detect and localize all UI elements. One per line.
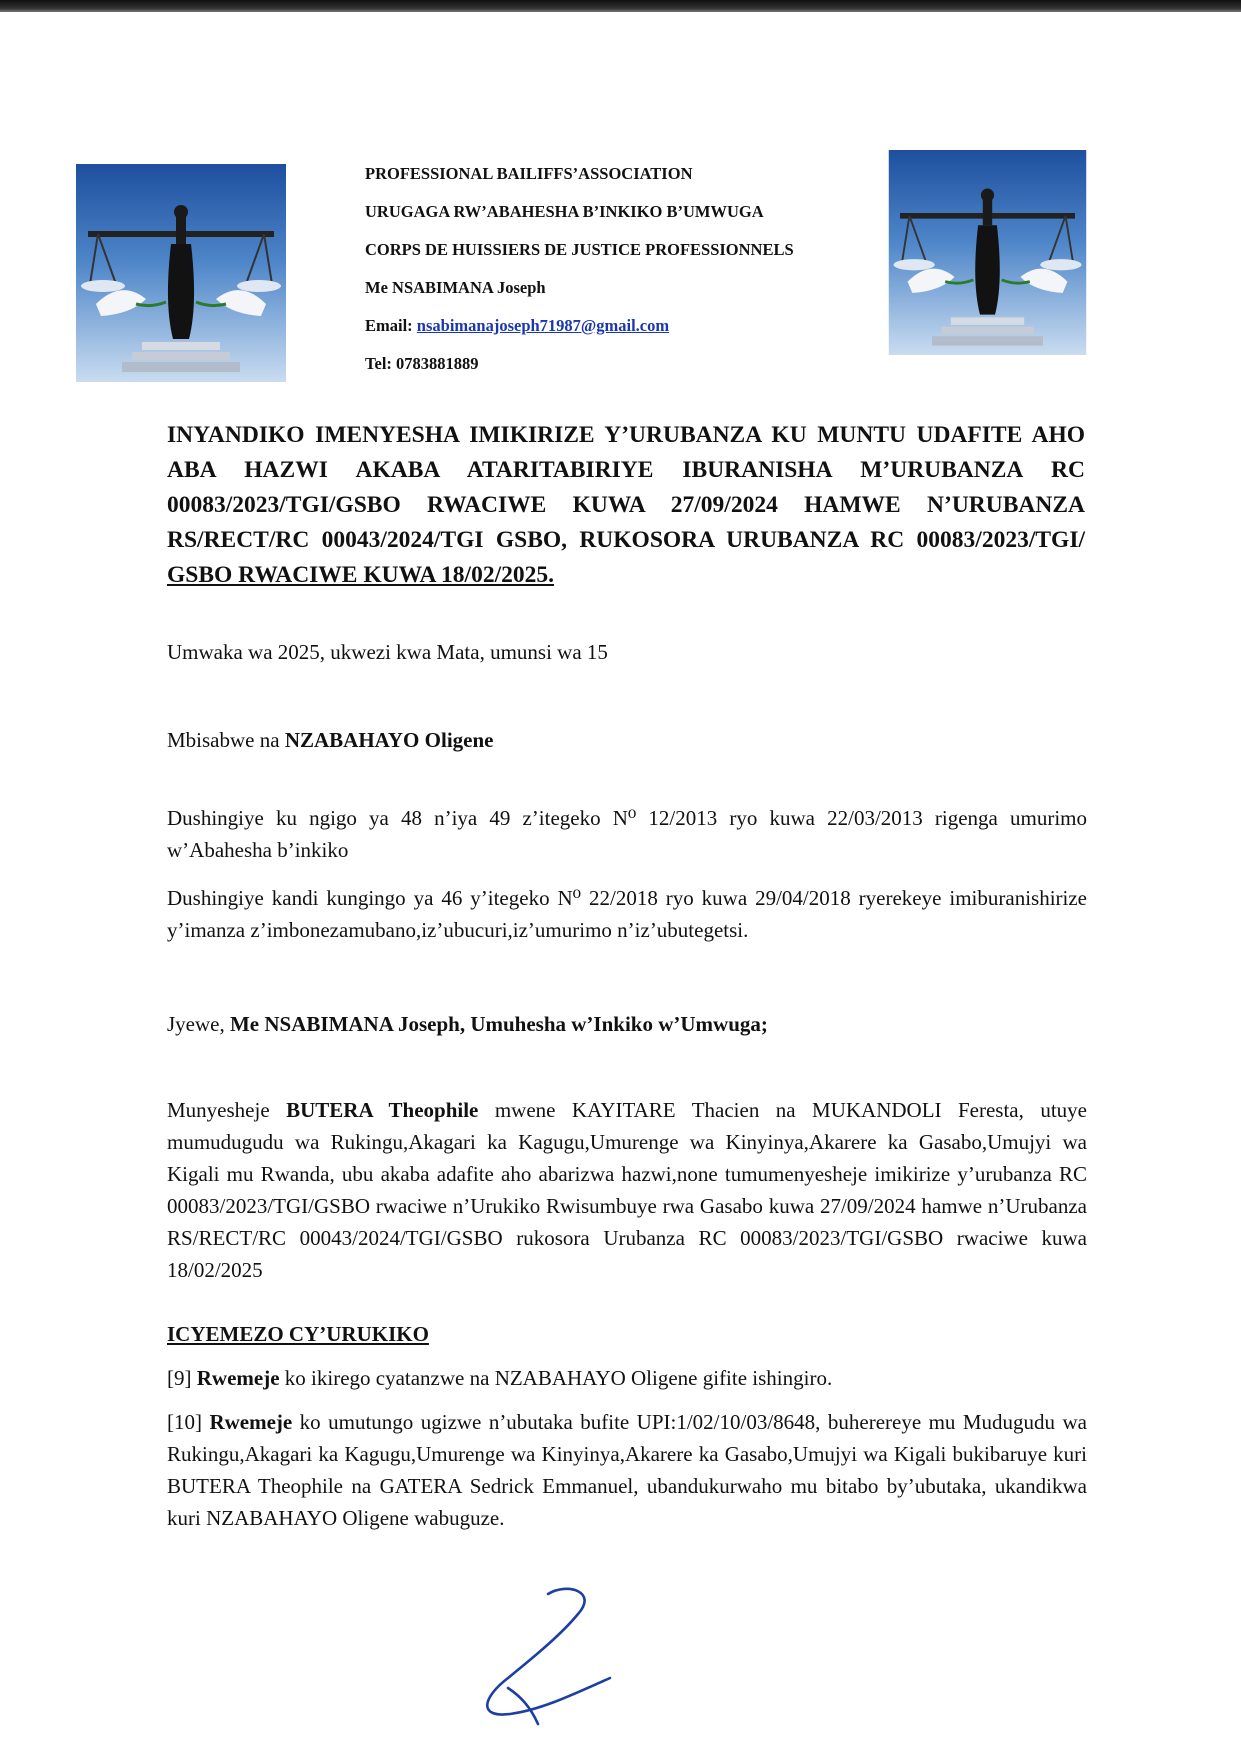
notice-paragraph [167,1094,1087,1286]
decision-verb: Rwemeje [196,1366,280,1390]
legal-basis-1: Dushingiye ku ngigo ya 48 n’iya 49 z’itegeko N⁰ 12/2013 ryo kuwa 22/03/2013 rigenga umurimo w’Abahesha b’inkiko [167,806,1087,862]
requested-by [167,724,1087,756]
scales-of-justice-icon [76,164,286,382]
decision-verb: Rwemeje [209,1410,293,1434]
page-top-edge [0,0,1241,12]
tel-number: 0783881889 [396,354,479,373]
bailiff-prefix: Jyewe, [167,1012,230,1036]
notice-prefix: Munyesheje [167,1098,287,1122]
decision-number: [10] [167,1410,210,1434]
association-name-en: PROFESSIONAL BAILIFFS’ASSOCIATION [365,164,693,183]
handwritten-signature [460,1578,630,1728]
decision-item [167,1362,1087,1394]
association-name-fr: CORPS DE HUISSIERS DE JUSTICE PROFESSIONNELS [365,240,794,259]
date-line: Umwaka wa 2025, ukwezi kwa Mata, umunsi wa 15 [167,640,608,664]
notified-person: BUTERA Theophile [286,1098,479,1122]
notice-text: mwene KAYITARE Thacien na MUKANDOLI Feresta, utuye mumudugudu wa Rukingu,Akagari ka Kagugu,Umurenge wa Kinyinya,Akarere ka Gasabo,Umujyi wa Kigali mu Rwanda, ubu akaba adafite aho abarizwa hazwi,none tumumenyesheje imikirize y’urubanza RC 00083/2023/TGI/GSBO rwaciwe n’Urukiko Rwisumbuye rwa Gasabo kuwa 27/09/2024 hamwe n’Urubanza RS/RECT/RC 00043/2024/TGI/GSBO rukosora Urubanza RC 00083/2023/TGI/GSBO rwaciwe kuwa 18/02/2025 [167,1098,1087,1282]
bailiff-statement [167,1008,1087,1040]
decision-item [167,1406,1087,1534]
association-name-rw: URUGAGA RW’ABAHESHA B’INKIKO B’UMWUGA [365,202,764,221]
scales-of-justice-icon [880,150,1095,355]
decision-text: ko umutungo ugizwe n’ubutaka bufite UPI:1/02/10/03/8648, buherereye mu Mudugudu wa Rukingu,Akagari ka Kagugu,Umurenge wa Kinyinya,Akarere ka Gasabo,Umujyi wa Kigali bukibaruye kuri BUTERA Theophile na GATERA Sedrick Emmanuel, ubandukurwaho mu bitabo by’ubutaka, ukandikwa kuri NZABAHAYO Oligene wabuguze. [167,1410,1087,1530]
document-title [167,418,1085,593]
tel-line [365,352,794,390]
title-main: INYANDIKO IMENYESHA IMIKIRIZE Y’URUBANZA KU MUNTU UDAFITE AHO ABA HAZWI AKABA ATARITABIRIYE IBURANISHA M’URUBANZA RC 00083/2023/TGI/GSBO RWACIWE KUWA 27/09/2024 HAMWE N’URUBANZA RS/RECT/RC 00043/2024/TGI GSBO, RUKOSORA URUBANZA RC 00083/2023/TGI/ [167,422,1085,553]
requester-name: NZABAHAYO Oligene [284,728,494,752]
requested-prefix: Mbisabwe na [167,728,285,752]
association-logo-left [76,164,286,382]
decision-text: ko ikirego cyatanzwe na NZABAHAYO Oligene gifite ishingiro. [279,1366,833,1390]
tel-label: Tel: [365,354,392,373]
letterhead [365,162,794,390]
bailiff-name: Me NSABIMANA Joseph [365,278,546,297]
decision-heading: ICYEMEZO CY’URUKIKO [167,1322,429,1346]
title-underlined: GSBO RWACIWE KUWA 18/02/2025. [167,562,554,588]
email-label: Email: [365,316,413,335]
email-link[interactable]: nsabimanajoseph71987@gmail.com [416,316,670,335]
email-line [365,314,794,352]
decision-number: [9] [167,1366,197,1390]
bailiff-text: Me NSABIMANA Joseph, Umuhesha w’Inkiko w’Umwuga; [229,1012,768,1036]
legal-basis-2: Dushingiye kandi kungingo ya 46 y’itegeko N⁰ 22/2018 ryo kuwa 29/04/2018 ryerekeye imiburanishirize y’imanza z’imbonezamubano,iz’ubucuri,iz’umurimo n’iz’ubutegetsi. [167,886,1087,942]
association-logo-right [880,150,1095,355]
